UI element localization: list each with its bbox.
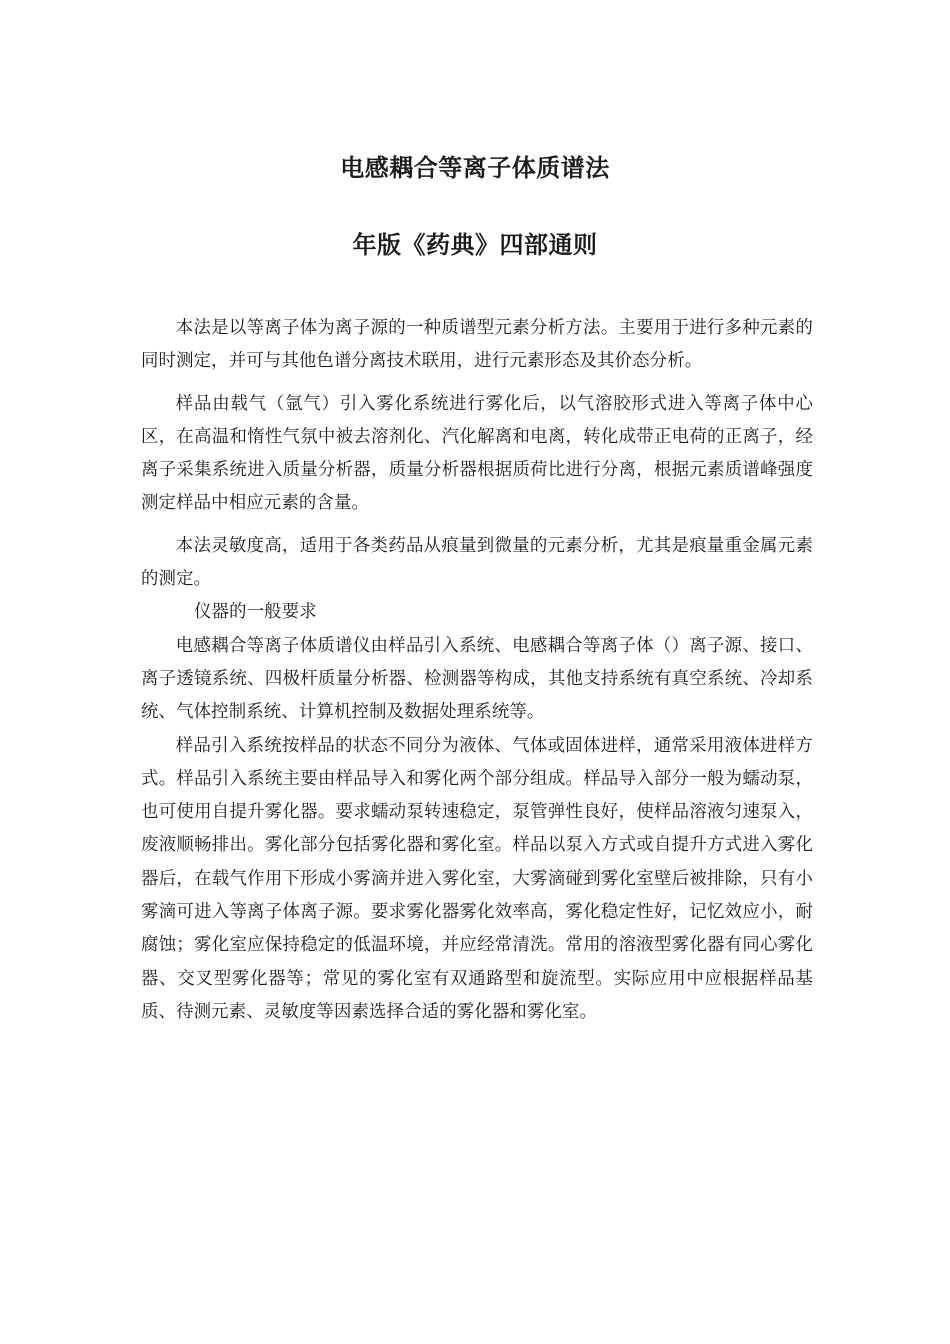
document-subtitle: 年版《药典》四部通则 <box>352 231 598 259</box>
section-heading-instrument: 仪器的一般要求 <box>194 602 317 623</box>
paragraph-sensitivity: 本法灵敏度高，适用于各类药品从痕量到微量的元素分析，尤其是痕量重金属元素的测定。 <box>141 535 813 590</box>
paragraph-intro: 本法是以等离子体为离子源的一种质谱型元素分析方法。主要用于进行多种元素的同时测定，并可与其他色谱分离技术联用，进行元素形态及其价态分析。 <box>141 318 813 372</box>
paragraph-principle: 样品由载气（氩气）引入雾化系统进行雾化后，以气溶胶形式进入等离子体中心区，在高温和惰性气氛中被去溶剂化、汽化解离和电离，转化成带正电荷的正离子，经离子采集系统进入质量分析器，质量分析器根据质荷比进行分离，根据元素质谱峰强度测定样品中相应元素的含量。 <box>141 393 813 514</box>
paragraph-sample-introduction: 样品引入系统按样品的状态不同分为液体、气体或固体进样，通常采用液体进样方式。样品引入系统主要由样品导入和雾化两个部分组成。样品导入部分一般为蠕动泵，也可使用自提升雾化器。要求蠕动泵转速稳定，泵管弹性良好，使样品溶液匀速泵入，废液顺畅排出。雾化部分包括雾化器和雾化室。样品以泵入方式或自提升方式进入雾化器后，在载气作用下形成小雾滴并进入雾化室，大雾滴碰到雾化室壁后被排除，只有小雾滴可进入等离子体离子源。要求雾化器雾化效率高，雾化稳定性好，记忆效应小，耐腐蚀；雾化室应保持稳定的低温环境，并应经常清洗。常用的溶液型雾化器有同心雾化器、交叉型雾化器等；常见的雾化室有双通路型和旋流型。实际应用中应根据样品基质、待测元素、灵敏度等因素选择合适的雾化器和雾化室。 <box>141 735 813 1022</box>
document-body <box>141 312 813 1029</box>
paragraph-instrument: 电感耦合等离子体质谱仪由样品引入系统、电感耦合等离子体（）离子源、接口、离子透镜系统、四极杆质量分析器、检测器等构成，其他支持系统有真空系统、冷却系统、气体控制系统、计算机控制及数据处理系统等。 <box>141 635 813 723</box>
document-title: 电感耦合等离子体质谱法 <box>340 154 610 182</box>
